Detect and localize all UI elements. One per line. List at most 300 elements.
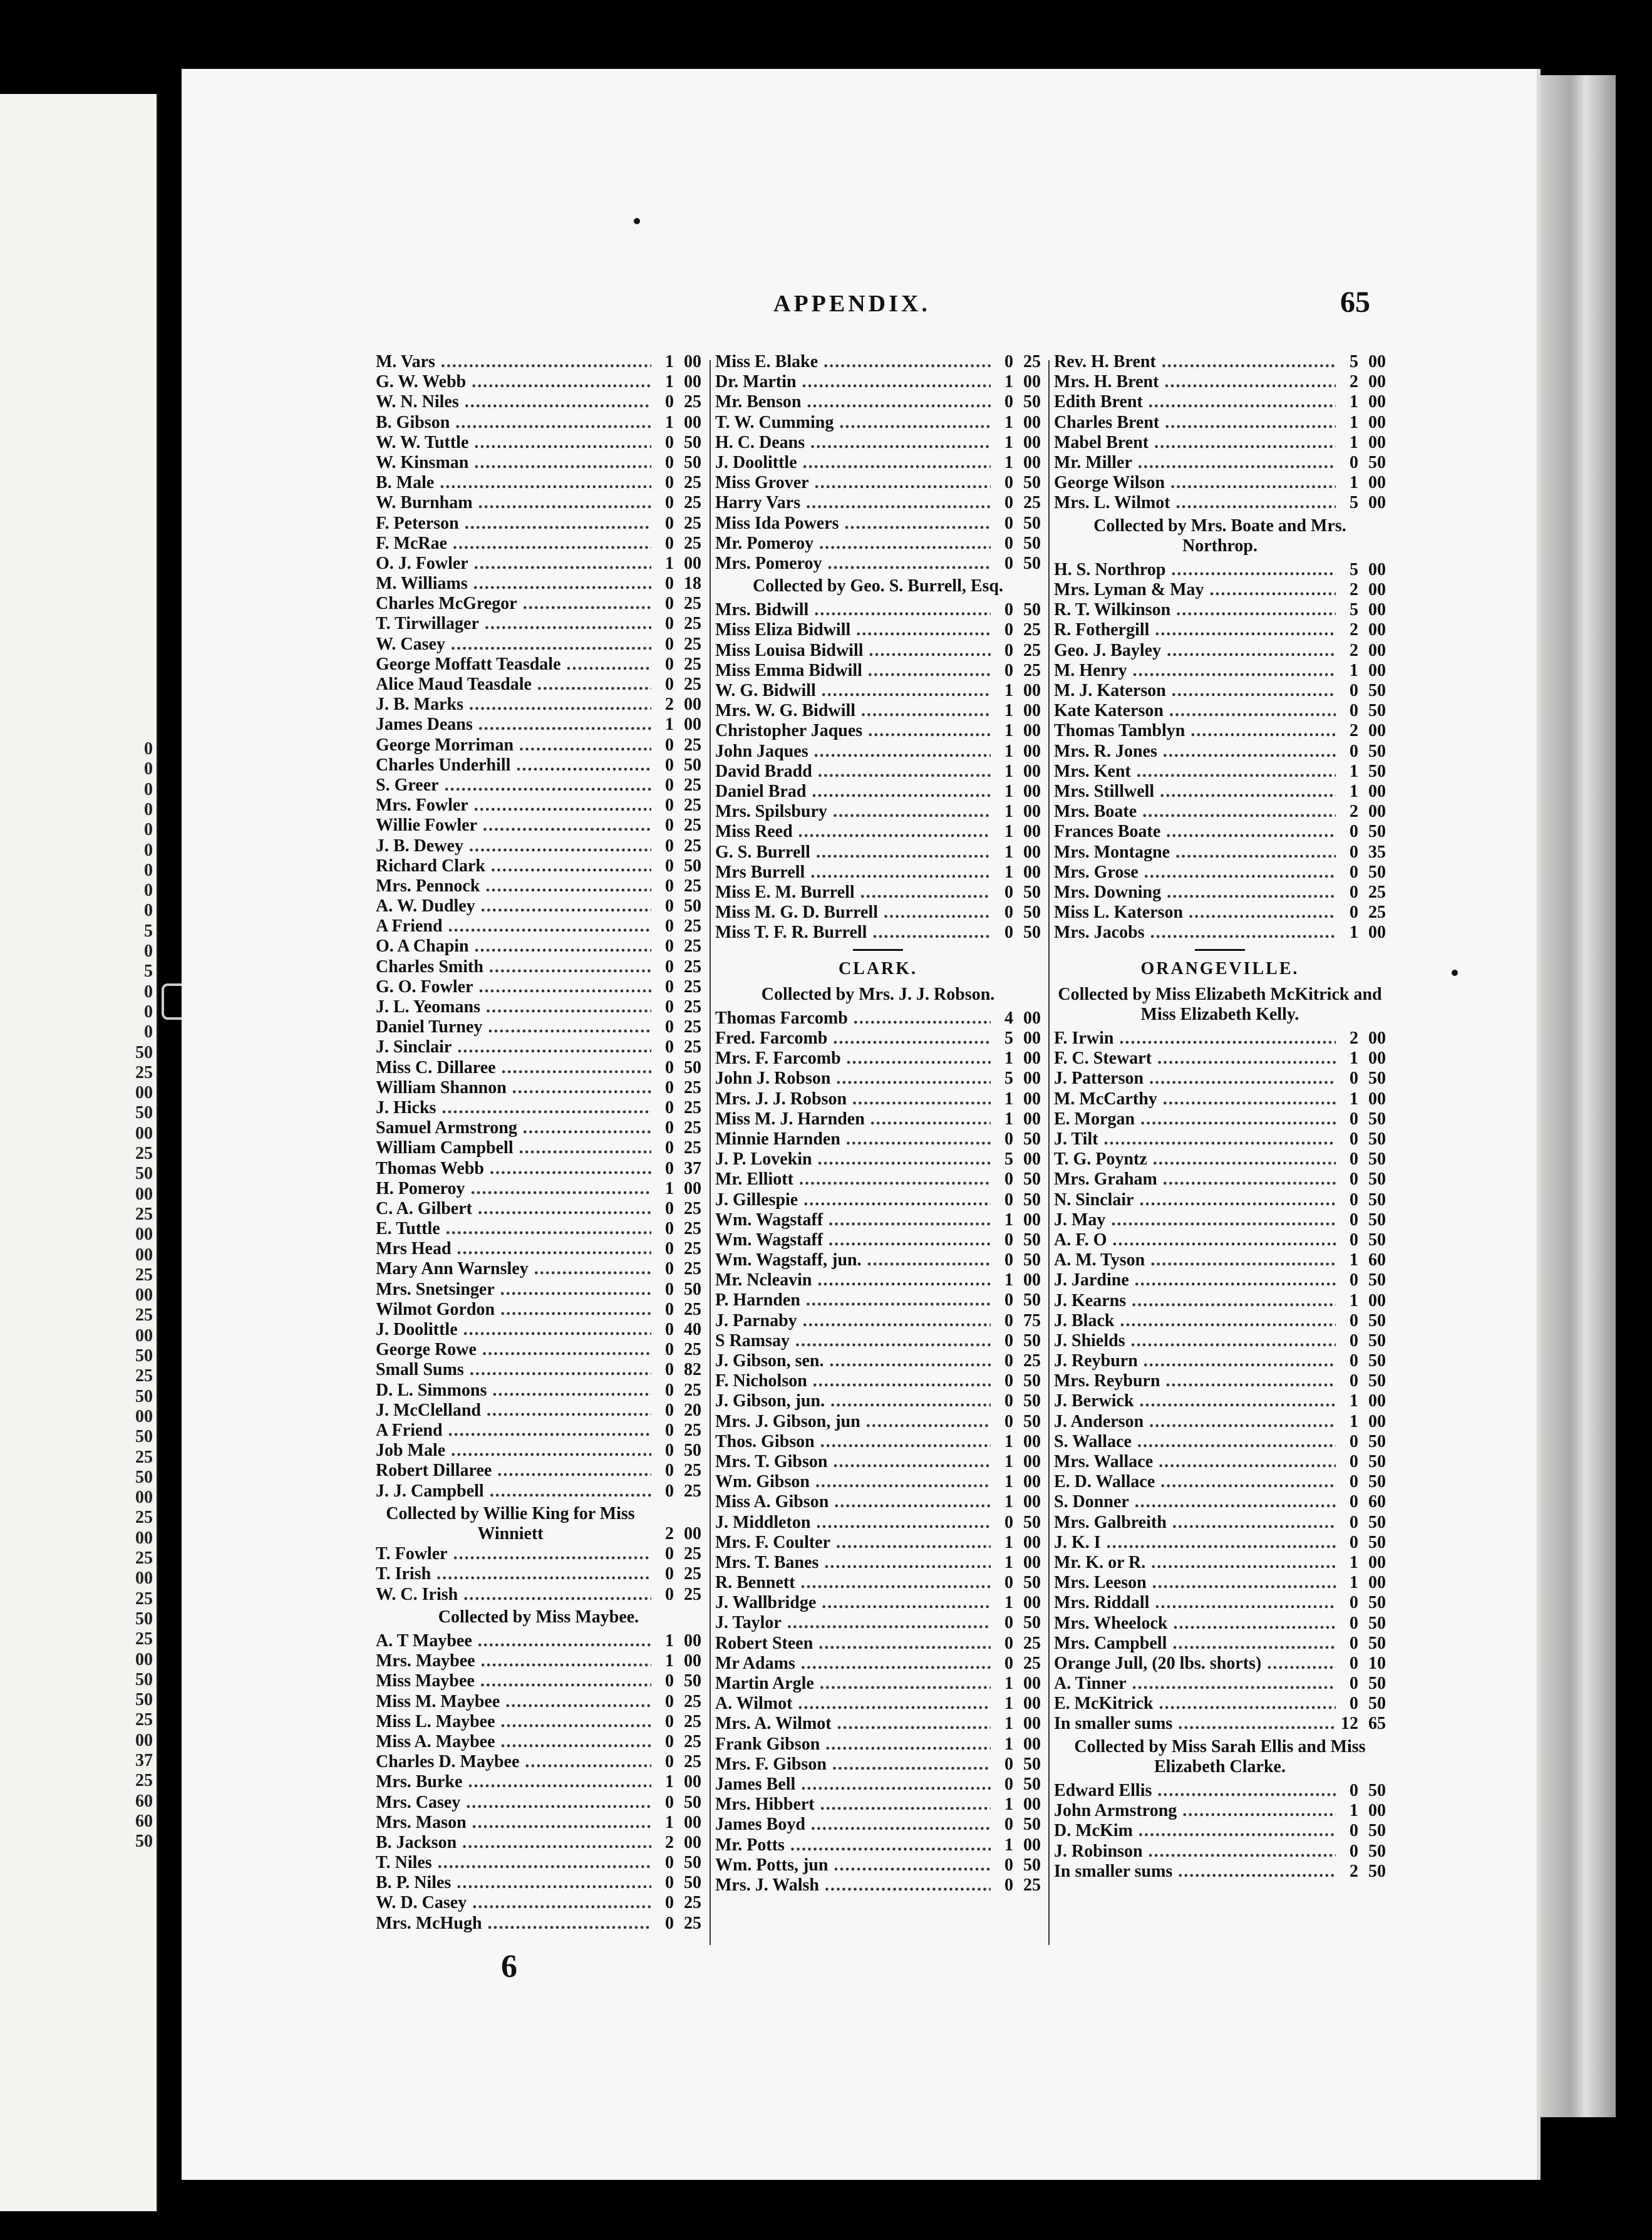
contributor-name: Mrs. A. Wilmot ..... (715, 1714, 991, 1734)
amount-cents: 50 (1368, 1431, 1386, 1451)
amount-dollars: 1 (665, 1651, 674, 1671)
contributor-name: A. M. Tyson ..... (1054, 1250, 1336, 1270)
contribution-row (715, 514, 1041, 534)
facing-page-amount: 25 (135, 1144, 153, 1163)
amount-dollars: 0 (665, 1340, 674, 1360)
signature-mark: 6 (501, 1949, 517, 1984)
contributor-name: Miss Maybee ..... (376, 1671, 651, 1691)
amount-dollars: 0 (1004, 352, 1013, 371)
facing-page-amount: 00 (135, 1285, 153, 1305)
contribution-row (376, 755, 701, 775)
amount-dollars: 0 (665, 755, 674, 775)
amount-cents: 50 (1023, 1371, 1041, 1391)
amount-dollars: 0 (665, 594, 674, 614)
amount-cents: 50 (1023, 1815, 1041, 1835)
contributor-name: R. T. Wilkinson ..... (1054, 600, 1336, 620)
amount-dollars: 0 (1004, 1129, 1013, 1149)
contribution-row (1054, 1674, 1386, 1694)
amount-dollars: 0 (1004, 1351, 1013, 1371)
amount-cents: 50 (1368, 1270, 1386, 1290)
contribution-row (1054, 1029, 1386, 1049)
contributor-name: James Boyd ..... (715, 1815, 991, 1835)
contribution-row (715, 661, 1041, 681)
amount-dollars: 1 (1004, 802, 1013, 822)
amount-cents: 00 (1368, 802, 1386, 822)
contributor-name: M. McCarthy ..... (1054, 1089, 1336, 1109)
amount-dollars: 1 (1004, 1049, 1013, 1069)
amount-cents: 50 (1023, 1774, 1041, 1794)
amount-cents: 25 (1023, 1653, 1041, 1673)
contribution-row (715, 1432, 1041, 1452)
contributor-name: Wm. Wagstaff ..... (715, 1230, 991, 1250)
contribution-row (1054, 1492, 1386, 1512)
contribution-row (715, 534, 1041, 554)
contributor-name: W. Kinsman ..... (376, 453, 651, 473)
contributor-name: Thomas Webb ..... (376, 1159, 651, 1179)
contributor-name: C. A. Gilbert ..... (376, 1199, 651, 1219)
amount-cents: 00 (1368, 660, 1386, 680)
amount-dollars: 0 (665, 896, 674, 916)
amount-cents: 35 (1368, 842, 1386, 862)
contribution-row (715, 1412, 1041, 1432)
amount-cents: 50 (1023, 1573, 1041, 1593)
contributor-name: Rev. H. Brent ..... (1054, 352, 1336, 372)
contributor-name: P. Harnden ..... (715, 1290, 991, 1310)
amount-cents: 25 (684, 1239, 701, 1259)
amount-dollars: 0 (1350, 1492, 1358, 1512)
amount-dollars: 0 (1350, 1452, 1358, 1472)
amount-dollars: 0 (665, 493, 674, 513)
amount-dollars: 5 (1350, 352, 1358, 371)
amount-dollars: 0 (665, 1584, 674, 1604)
contribution-row (1054, 560, 1386, 580)
amount-cents: 50 (1023, 1190, 1041, 1210)
amount-cents: 00 (1023, 1109, 1041, 1129)
amount-cents: 50 (1368, 1210, 1386, 1230)
amount-cents: 50 (1023, 1512, 1041, 1532)
contribution-row (376, 1239, 701, 1259)
amount-dollars: 1 (1004, 1593, 1013, 1613)
contributor-name: T. Niles ..... (376, 1853, 651, 1873)
contributor-name: J. Reyburn ..... (1054, 1351, 1336, 1371)
amount-dollars: 1 (1350, 1290, 1358, 1310)
amount-dollars: 0 (1004, 1754, 1013, 1774)
amount-cents: 00 (1023, 721, 1041, 741)
amount-cents: 50 (1368, 1129, 1386, 1149)
contributor-name: Mrs. Montagne ..... (1054, 843, 1336, 863)
facing-page-amount: 0 (144, 860, 153, 880)
amount-dollars: 1 (1350, 1250, 1358, 1270)
facing-page-edge (0, 94, 158, 2211)
amount-cents: 50 (1023, 473, 1041, 493)
contribution-row (1054, 1149, 1386, 1169)
contribution-row (376, 1340, 701, 1360)
contribution-row (715, 1835, 1041, 1855)
contribution-row (1054, 1311, 1386, 1331)
contributor-name: Miss Emma Bidwill ..... (715, 661, 991, 681)
amount-dollars: 0 (665, 675, 674, 694)
page-title: APPENDIX. (773, 291, 931, 317)
amount-cents: 50 (1368, 1351, 1386, 1371)
amount-cents: 25 (684, 916, 701, 936)
amount-cents: 25 (684, 1564, 701, 1584)
amount-dollars: 0 (665, 957, 674, 977)
amount-dollars: 1 (665, 553, 674, 573)
amount-dollars: 12 (1341, 1714, 1358, 1734)
contribution-row (715, 843, 1041, 863)
contribution-row (1054, 863, 1386, 883)
contribution-row (376, 1360, 701, 1380)
amount-dollars: 1 (665, 1631, 674, 1651)
facing-page-amount: 50 (135, 1346, 153, 1366)
contributor-name: J. K. I ..... (1054, 1533, 1336, 1553)
amount-dollars: 0 (1350, 452, 1358, 472)
contributor-name: Martin Argle ..... (715, 1674, 991, 1694)
amount-dollars: 1 (1004, 1431, 1013, 1451)
amount-dollars: 0 (665, 1731, 674, 1751)
contributor-name: R. Bennett ..... (715, 1573, 991, 1593)
amount-dollars: 1 (1004, 842, 1013, 862)
amount-cents: 00 (1368, 372, 1386, 392)
amount-cents: 00 (1368, 1290, 1386, 1310)
contributor-name: Mrs. T. Gibson ..... (715, 1452, 991, 1472)
amount-cents: 00 (1023, 372, 1041, 392)
contributor-name: F. Nicholson ..... (715, 1371, 991, 1391)
contribution-row (376, 372, 701, 392)
contributor-name: Mabel Brent ..... (1054, 433, 1336, 453)
amount-cents: 00 (1023, 1734, 1041, 1754)
amount-dollars: 0 (1004, 923, 1013, 943)
contribution-row (376, 473, 701, 493)
amount-dollars: 0 (665, 473, 674, 493)
contribution-row (715, 352, 1041, 372)
contributor-name: A Friend ..... (376, 916, 651, 936)
amount-dollars: 1 (1004, 862, 1013, 882)
contribution-row (715, 701, 1041, 721)
contribution-row (715, 1714, 1041, 1734)
amount-cents: 50 (1368, 1190, 1386, 1210)
facing-page-amount: 0 (144, 739, 153, 759)
amount-cents: 00 (684, 412, 701, 432)
contribution-row (376, 1651, 701, 1671)
amount-cents: 25 (1368, 903, 1386, 923)
contribution-row (1054, 433, 1386, 453)
contribution-row (1054, 883, 1386, 903)
contributor-name: F. Irwin ..... (1054, 1029, 1336, 1049)
contributor-name: Mrs. W. G. Bidwill ..... (715, 701, 991, 721)
amount-dollars: 1 (1350, 660, 1358, 680)
amount-cents: 25 (684, 1077, 701, 1097)
facing-page-amount: 00 (135, 1184, 153, 1204)
amount-cents: 25 (1023, 660, 1041, 680)
contributor-name: N. Sinclair ..... (1054, 1190, 1336, 1210)
contribution-row (376, 695, 701, 715)
contribution-row (715, 1331, 1041, 1351)
amount-dollars: 1 (1004, 1492, 1013, 1512)
contributor-name: Mrs. Campbell ..... (1054, 1634, 1336, 1654)
contribution-row (1054, 1553, 1386, 1573)
contribution-row (715, 1109, 1041, 1129)
contribution-row (376, 876, 701, 896)
contributor-name: Thomas Farcomb ..... (715, 1009, 991, 1029)
amount-dollars: 0 (1004, 493, 1013, 513)
amount-cents: 25 (684, 977, 701, 997)
amount-dollars: 0 (665, 1913, 674, 1933)
contributor-name: Mrs. Snetsinger ..... (376, 1280, 651, 1300)
contribution-row (715, 1775, 1041, 1795)
amount-dollars: 0 (1004, 1290, 1013, 1310)
contributor-name: G. W. Webb ..... (376, 372, 651, 392)
amount-dollars: 0 (1004, 600, 1013, 620)
contribution-row (376, 635, 701, 655)
contributor-name: Charles Brent ..... (1054, 413, 1336, 433)
contributor-name: Miss Ida Powers ..... (715, 514, 991, 534)
contributor-name: Thos. Gibson ..... (715, 1432, 991, 1452)
contributor-name: Harry Vars ..... (715, 493, 991, 513)
contribution-row (715, 1634, 1041, 1654)
contribution-row (376, 1300, 701, 1320)
contributor-name: Edith Brent ..... (1054, 392, 1336, 412)
amount-dollars: 0 (665, 1279, 674, 1299)
contribution-row (376, 775, 701, 796)
amount-cents: 60 (1368, 1250, 1386, 1270)
amount-cents: 25 (684, 1259, 701, 1279)
amount-cents: 50 (684, 452, 701, 472)
amount-cents: 25 (684, 392, 701, 412)
amount-cents: 25 (1023, 1875, 1041, 1895)
amount-cents: 00 (1023, 1835, 1041, 1855)
amount-dollars: 1 (1004, 1089, 1013, 1109)
amount-dollars: 0 (665, 1441, 674, 1461)
contributor-name: Geo. J. Bayley ..... (1054, 641, 1336, 661)
contribution-row (1054, 620, 1386, 640)
amount-cents: 00 (1023, 1694, 1041, 1714)
contributor-name: In smaller sums ..... (1054, 1714, 1336, 1734)
contributor-name: Miss L. Katerson ..... (1054, 903, 1336, 923)
amount-cents: 50 (1023, 1613, 1041, 1633)
facing-page-amount: 25 (135, 1589, 153, 1609)
amount-dollars: 1 (1004, 701, 1013, 721)
contribution-row (1054, 493, 1386, 513)
amount-dollars: 1 (1004, 1109, 1013, 1129)
amount-cents: 25 (684, 1913, 701, 1933)
contribution-row (715, 1815, 1041, 1835)
facing-page-amount: 50 (135, 1042, 153, 1062)
contribution-row (715, 903, 1041, 923)
amount-dollars: 0 (665, 936, 674, 957)
amount-cents: 50 (1023, 1855, 1041, 1875)
contributor-name: Miss M. J. Harnden ..... (715, 1109, 991, 1129)
contribution-row (376, 916, 701, 936)
contribution-row (715, 641, 1041, 661)
amount-cents: 25 (684, 796, 701, 816)
contributor-name: Mrs Head ..... (376, 1239, 651, 1259)
amount-dollars: 5 (1350, 559, 1358, 579)
contributor-name: Miss T. F. R. Burrell ..... (715, 923, 991, 943)
amount-dollars: 1 (1004, 432, 1013, 452)
contribution-row (376, 936, 701, 957)
contributor-name: Mrs. Riddall ..... (1054, 1593, 1336, 1613)
amount-dollars: 1 (1350, 1391, 1358, 1411)
amount-cents: 25 (684, 513, 701, 533)
contribution-row (1054, 1614, 1386, 1634)
contributor-name: J. Gillespie ..... (715, 1190, 991, 1210)
amount-cents: 00 (684, 715, 701, 735)
contributor-name: S. Greer ..... (376, 775, 651, 796)
amount-cents: 50 (1368, 1069, 1386, 1089)
contribution-row (1054, 1821, 1386, 1841)
contributor-name: Miss Reed ..... (715, 822, 991, 842)
contribution-row (715, 1129, 1041, 1149)
contribution-row (1054, 1634, 1386, 1654)
amount-dollars: 0 (665, 1239, 674, 1259)
contribution-row (715, 1351, 1041, 1371)
contribution-row (376, 1098, 701, 1118)
amount-dollars: 1 (1350, 1411, 1358, 1431)
contribution-row (715, 473, 1041, 493)
contribution-row (1054, 802, 1386, 822)
contributor-name: Mrs. Hibbert ..... (715, 1795, 991, 1815)
amount-dollars: 2 (665, 1524, 674, 1544)
contributor-name: A. Wilmot ..... (715, 1694, 991, 1714)
amount-cents: 50 (684, 1873, 701, 1893)
contributor-name: Robert Dillaree ..... (376, 1461, 651, 1481)
contribution-row (715, 600, 1041, 620)
contribution-row (376, 614, 701, 634)
contribution-row (1054, 1391, 1386, 1411)
amount-dollars: 0 (665, 1420, 674, 1440)
collector-heading: Collected by Miss Elizabeth McKitrick and Miss Elizabeth Kelly. (1058, 984, 1382, 1024)
contribution-row (1054, 822, 1386, 842)
contributor-name: Mr. Pomeroy ..... (715, 534, 991, 554)
contribution-row (715, 493, 1041, 513)
contribution-row (1054, 742, 1386, 762)
amount-dollars: 0 (1350, 1230, 1358, 1250)
amount-dollars: 2 (1350, 802, 1358, 822)
amount-cents: 25 (1023, 620, 1041, 640)
contribution-row (1054, 1432, 1386, 1452)
amount-dollars: 0 (665, 513, 674, 533)
contributor-name: B. Gibson ..... (376, 413, 651, 433)
contributor-name: Mrs. F. Coulter ..... (715, 1533, 991, 1553)
contributor-name: W. N. Niles ..... (376, 392, 651, 412)
amount-cents: 00 (1023, 1029, 1041, 1049)
contributor-name: A. F. O ..... (1054, 1230, 1336, 1250)
contribution-row (1054, 1694, 1386, 1714)
amount-cents: 50 (1023, 533, 1041, 553)
contribution-row (376, 453, 701, 473)
contributor-name: Miss M. G. D. Burrell ..... (715, 903, 991, 923)
contributor-name: Mrs. R. Jones ..... (1054, 742, 1336, 762)
amount-cents: 00 (1023, 412, 1041, 432)
amount-dollars: 1 (1004, 1694, 1013, 1714)
amount-dollars: 2 (665, 695, 674, 715)
facing-page-amount: 5 (144, 921, 153, 941)
amount-dollars: 1 (1350, 923, 1358, 943)
contribution-row (376, 1732, 701, 1752)
contributor-name: Daniel Brad ..... (715, 782, 991, 802)
contribution-row (715, 822, 1041, 842)
contributor-name: Mrs. Wallace ..... (1054, 1452, 1336, 1472)
amount-cents: 00 (1023, 681, 1041, 701)
amount-dollars: 0 (1350, 1069, 1358, 1089)
amount-cents: 00 (1023, 781, 1041, 801)
contribution-row (715, 1755, 1041, 1775)
contributor-name: Mr. Ncleavin ..... (715, 1270, 991, 1290)
facing-page-amount: 50 (135, 1164, 153, 1184)
amount-cents: 25 (684, 614, 701, 634)
amount-cents: 50 (1368, 1330, 1386, 1351)
amount-dollars: 0 (1350, 842, 1358, 862)
contributor-name: William Shannon ..... (376, 1078, 651, 1098)
amount-cents: 50 (1023, 1129, 1041, 1149)
amount-dollars: 0 (665, 1037, 674, 1057)
amount-cents: 50 (1368, 1310, 1386, 1330)
amount-cents: 00 (684, 1812, 701, 1832)
amount-cents: 50 (684, 1057, 701, 1077)
contributor-name: J. L. Yeomans ..... (376, 997, 651, 1017)
contribution-row (715, 453, 1041, 473)
amount-cents: 50 (684, 1853, 701, 1873)
contribution-row (1054, 1331, 1386, 1351)
amount-cents: 00 (1023, 822, 1041, 842)
contribution-row (1054, 1573, 1386, 1593)
facing-page-amount: 25 (135, 1265, 153, 1285)
contribution-row (1054, 1781, 1386, 1801)
amount-dollars: 0 (665, 856, 674, 876)
contributor-name: J. Parnaby ..... (715, 1311, 991, 1331)
page-number: 65 (1340, 286, 1370, 319)
amount-cents: 00 (1023, 1431, 1041, 1451)
amount-dollars: 0 (1004, 533, 1013, 553)
amount-cents: 25 (1023, 1351, 1041, 1371)
contribution-row (376, 836, 701, 856)
amount-dollars: 0 (665, 654, 674, 674)
facing-page-amount: 37 (135, 1751, 153, 1770)
amount-dollars: 0 (665, 574, 674, 594)
contributor-name: Miss C. Dillaree ..... (376, 1058, 651, 1078)
amount-cents: 00 (1368, 352, 1386, 371)
page-stack-edge (1541, 75, 1616, 2117)
amount-cents: 00 (1368, 640, 1386, 660)
amount-dollars: 0 (665, 634, 674, 654)
amount-cents: 25 (1023, 1633, 1041, 1653)
amount-cents: 00 (1023, 802, 1041, 822)
contribution-row (715, 1674, 1041, 1694)
contributor-name: Mr. Benson ..... (715, 392, 991, 412)
amount-cents: 25 (1368, 882, 1386, 902)
amount-dollars: 0 (1350, 1821, 1358, 1841)
amount-cents: 25 (684, 1544, 701, 1564)
amount-dollars: 2 (1350, 620, 1358, 640)
amount-cents: 50 (1368, 1674, 1386, 1694)
amount-cents: 25 (684, 876, 701, 896)
contribution-row (376, 1631, 701, 1651)
amount-cents: 25 (684, 1138, 701, 1158)
amount-cents: 00 (1368, 1049, 1386, 1069)
contribution-row (715, 1875, 1041, 1895)
contributor-name: J. Middleton ..... (715, 1513, 991, 1533)
contributor-name: F. McRae ..... (376, 534, 651, 554)
amount-dollars: 0 (1350, 1532, 1358, 1552)
contribution-row (1054, 600, 1386, 620)
amount-cents: 50 (1368, 761, 1386, 781)
amount-dollars: 0 (1004, 473, 1013, 493)
amount-dollars: 0 (1004, 1230, 1013, 1250)
contribution-row (376, 957, 701, 977)
amount-dollars: 1 (1004, 1451, 1013, 1471)
amount-cents: 00 (684, 352, 701, 371)
